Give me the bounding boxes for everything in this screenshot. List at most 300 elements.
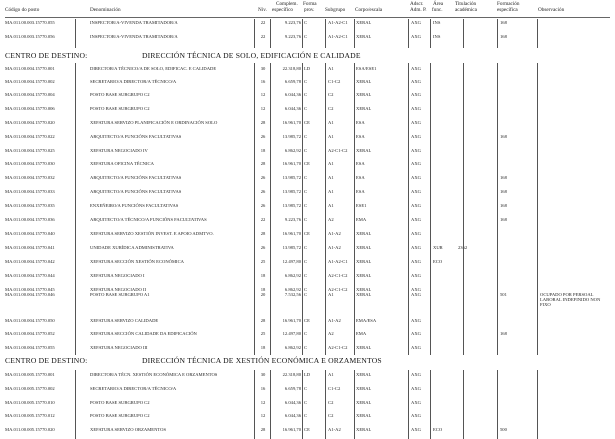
column-rule (354, 63, 355, 355)
column-rule (354, 370, 355, 439)
column-rule (497, 63, 498, 355)
cell-code: MA.011.00.004.15770.055 (5, 345, 55, 350)
cell-code: MA.011.00.004.15770.040 (5, 231, 55, 236)
cell-niv: 18 (260, 287, 266, 292)
cell-complemento: 13.985,72 (282, 245, 301, 250)
cell-niv: 25 (260, 259, 266, 264)
cell-subgrupo: A2 (328, 331, 334, 336)
cell-denominacion: POSTO BASE SUBGRUPO C2 (90, 106, 150, 111)
cell-niv: 26 (260, 189, 266, 194)
cell-corpo: XERAL (356, 372, 372, 377)
table-row (0, 273, 615, 285)
cell-code: MA.011.00.005.15770.001 (5, 372, 55, 377)
header-divider (5, 17, 610, 18)
cell-adscripcion: AXG (411, 79, 421, 84)
cell-subgrupo: C2 (328, 106, 334, 111)
cell-code: MA.011.00.004.15770.025 (5, 148, 55, 153)
cell-adscripcion: AXG (411, 148, 421, 153)
cell-niv: 26 (260, 175, 266, 180)
cell-code: MA.011.00.004.15770.022 (5, 134, 55, 139)
cell-adscripcion: AXG (411, 231, 421, 236)
cell-subgrupo: A2 (328, 217, 334, 222)
cell-forma: CE (304, 231, 310, 236)
cell-complemento: 6.862,92 (284, 273, 301, 278)
cell-denominacion: XEFATURA SERVIZO CALIDADE (90, 318, 159, 323)
cell-adscripcion: AXG (411, 134, 421, 139)
section-label: CENTRO DE DESTINO: (5, 51, 88, 60)
cell-adscripcion: AXG (411, 400, 421, 405)
cell-corpo: XERAL (356, 148, 372, 153)
cell-niv: 28 (260, 231, 266, 236)
cell-subgrupo: A1-A2-C1 (328, 259, 348, 264)
cell-complemento: 7.532,56 (284, 292, 301, 297)
column-rule (537, 19, 538, 48)
cell-code: MA.011.00.004.15770.035 (5, 203, 55, 208)
table-row (0, 413, 615, 425)
column-rule (270, 63, 271, 355)
cell-forma: C (304, 259, 308, 264)
cell-corpo: XERAL (356, 345, 372, 350)
cell-code: MA.011.00.003.15770.056 (5, 34, 55, 39)
table-row (0, 259, 615, 271)
cell-subgrupo: C1-C2 (328, 79, 341, 84)
cell-denominacion: XEFATURA SECCIÓN CALIDADE DA EDIFICACIÓN (90, 331, 197, 336)
cell-adscripcion: AXG (411, 273, 421, 278)
cell-subgrupo: A1 (328, 66, 334, 71)
cell-adscripcion: AXG (411, 175, 421, 180)
section-heading (5, 356, 610, 368)
cell-code: MA.011.00.004.15770.044 (5, 273, 55, 278)
cell-forma: C (304, 20, 308, 25)
cell-forma: LD (304, 66, 311, 71)
cell-denominacion: POSTO BASE SUBGRUPO A1 (90, 292, 150, 297)
cell-corpo: XERAL (356, 79, 372, 84)
cell-corpo: ESA (356, 161, 365, 166)
table-row (0, 148, 615, 160)
cell-subgrupo: A1 (328, 175, 334, 180)
cell-niv: 22 (260, 217, 266, 222)
cell-corpo: EMA (356, 331, 367, 336)
cell-formacion: 501 (500, 292, 507, 297)
table-row (0, 427, 615, 439)
header-subgrupo: Subgrupo (325, 7, 346, 13)
cell-corpo: XERAL (356, 427, 372, 432)
cell-niv: 30 (260, 372, 266, 377)
cell-complemento: 6.659,78 (284, 79, 301, 84)
header-observacion: Observación (538, 7, 565, 13)
cell-denominacion: ARQUITECTO/A FUNCIÓNS FACULTATIVAS (90, 134, 182, 139)
cell-corpo: XERAL (356, 386, 372, 391)
cell-subgrupo: A1 (328, 161, 334, 166)
cell-corpo: XERAL (356, 413, 372, 418)
cell-subgrupo: A2-C1-C2 (328, 287, 348, 292)
cell-subgrupo: A1-A2-C1 (328, 34, 348, 39)
cell-denominacion: XEFATURA SERVIZO PLANIFICACIÓN E ORDINACIÓN SOLO (90, 120, 218, 125)
column-rule (325, 19, 326, 48)
table-row (0, 217, 615, 229)
cell-adscripcion: AXG (411, 372, 421, 377)
table-row (0, 120, 615, 132)
cell-area: ECO (433, 427, 443, 432)
cell-subgrupo: A1-A2 (328, 427, 341, 432)
cell-code: MA.011.00.005.15770.002 (5, 386, 55, 391)
cell-complemento: 12.497,80 (282, 331, 301, 336)
cell-adscripcion: AXG (411, 34, 421, 39)
table-row (0, 203, 615, 215)
header-formacion-2: específica (497, 7, 518, 13)
cell-denominacion: ENXEÑEIRO/A FUNCIÓNS FACULTATIVAS (90, 203, 179, 208)
cell-complemento: 12.497,80 (282, 259, 301, 264)
column-rule (75, 63, 76, 355)
cell-adscripcion: AXG (411, 345, 421, 350)
cell-subgrupo: A1-A2-C1 (328, 20, 348, 25)
cell-denominacion: ARQUITECTO/A FUNCIÓNS FACULTATIVAS (90, 189, 182, 194)
cell-forma: C (304, 175, 308, 180)
cell-subgrupo: A1-A2 (328, 231, 341, 236)
cell-adscripcion: AXG (411, 217, 421, 222)
cell-adscripcion: AXG (411, 92, 421, 97)
column-rule (430, 370, 431, 439)
cell-complemento: 6.044,36 (284, 92, 301, 97)
cell-niv: 12 (260, 92, 266, 97)
cell-formacion: 168 (500, 217, 507, 222)
cell-area: INS (433, 34, 441, 39)
cell-formacion: 168 (500, 175, 507, 180)
cell-forma: LD (304, 372, 311, 377)
cell-adscripcion: AXG (411, 287, 421, 292)
column-rule (325, 63, 326, 355)
cell-niv: 28 (260, 120, 266, 125)
cell-adscripcion: AXG (411, 413, 421, 418)
cell-code: MA.011.00.004.15770.020 (5, 120, 55, 125)
cell-niv: 12 (260, 413, 266, 418)
cell-niv: 28 (260, 427, 266, 432)
cell-subgrupo: A2-C1-C2 (328, 345, 348, 350)
column-rule (325, 370, 326, 439)
cell-niv: 22 (260, 20, 266, 25)
section-name: DIRECCIÓN TÉCNICA DE SOLO, EDIFICACIÓN E CALIDADE (142, 51, 361, 60)
cell-denominacion: ARQUITECTO/A FUNCIÓNS FACULTATIVAS (90, 175, 182, 180)
cell-forma: C (304, 331, 308, 336)
cell-complemento: 22.318,80 (282, 372, 301, 377)
cell-subgrupo: A1 (328, 189, 334, 194)
cell-area: INS (433, 20, 441, 25)
cell-corpo: XERAL (356, 292, 372, 297)
cell-corpo: XERAL (356, 245, 372, 250)
header-niv: Niv. (258, 7, 267, 13)
cell-adscripcion: AXG (411, 161, 421, 166)
cell-niv: 18 (260, 273, 266, 278)
cell-forma: C (304, 134, 308, 139)
table-row (0, 66, 615, 78)
column-rule (463, 63, 464, 355)
cell-observacion: OCUPADO POR PERSOAL LABORAL INDEFINIDO NON FIXO (540, 292, 601, 307)
column-rule (302, 370, 303, 439)
header-formacion-1: Formación (497, 1, 520, 7)
cell-niv: 16 (260, 79, 266, 84)
header-complem-2: específico (272, 7, 294, 13)
table-row (0, 20, 615, 32)
column-rule (497, 19, 498, 48)
cell-forma: C (304, 92, 308, 97)
cell-corpo: EMA (356, 217, 367, 222)
cell-subgrupo: A1-A2 (328, 318, 341, 323)
cell-code: MA.011.00.004.15770.006 (5, 106, 55, 111)
cell-complemento: 6.862,92 (284, 148, 301, 153)
cell-subgrupo: A1 (328, 203, 334, 208)
cell-formacion: 168 (500, 34, 507, 39)
table-row (0, 92, 615, 104)
cell-code: MA.011.00.004.15770.046 (5, 292, 55, 297)
cell-complemento: 6.659,78 (284, 386, 301, 391)
cell-denominacion: POSTO BASE SUBGRUPO C2 (90, 400, 150, 405)
cell-denominacion: DIRECTOR/A TÉCNICO/A DE SOLO, EDIFICAC. E CALIDADE (90, 66, 217, 71)
cell-formacion: 168 (500, 134, 507, 139)
cell-adscripcion: AXG (411, 203, 421, 208)
cell-complemento: 16.961,70 (282, 161, 301, 166)
cell-area: ECO (433, 259, 443, 264)
cell-code: MA.011.00.004.15770.033 (5, 189, 55, 194)
cell-subgrupo: C2 (328, 413, 334, 418)
table-row (0, 134, 615, 146)
cell-corpo: ESE1 (356, 203, 367, 208)
table-row (0, 161, 615, 173)
cell-complemento: 9.223,76 (284, 34, 301, 39)
column-rule (430, 63, 431, 355)
cell-code: MA.011.00.004.15770.032 (5, 175, 55, 180)
cell-adscripcion: AXG (411, 189, 421, 194)
cell-subgrupo: A2-C1-C2 (328, 273, 348, 278)
header-titulacion-1: Titulación (455, 1, 477, 7)
cell-corpo: XERAL (356, 287, 372, 292)
column-rule (254, 19, 255, 48)
cell-subgrupo: A1 (328, 292, 334, 297)
cell-subgrupo: A1 (328, 134, 334, 139)
table-row (0, 372, 615, 384)
cell-niv: 28 (260, 318, 266, 323)
table-row (0, 400, 615, 412)
cell-denominacion: XEFATURA OFICINA TÉCNICA (90, 161, 154, 166)
cell-niv: 20 (260, 292, 266, 297)
cell-code: MA.011.00.004.15770.004 (5, 92, 55, 97)
cell-complemento: 6.862,92 (284, 287, 301, 292)
cell-complemento: 13.985,72 (282, 134, 301, 139)
cell-denominacion: INSPECTOR/A-VIVENDA TRAMITADOR/A (90, 34, 178, 39)
cell-formacion: 500 (500, 427, 507, 432)
header-area-2: func. (432, 7, 443, 13)
column-rule (254, 63, 255, 355)
cell-subgrupo: C1-C2 (328, 386, 341, 391)
column-rule (75, 19, 76, 48)
cell-corpo: XERAL (356, 34, 372, 39)
cell-denominacion: ARQUITECTO/A TÉCNICO/A FUNCIÓNS FACULTATIVAS (90, 217, 207, 222)
cell-subgrupo: A1 (328, 372, 334, 377)
cell-titulacion: 2362 (458, 245, 468, 250)
header-adscr-2: Adm. P. (410, 7, 427, 13)
cell-code: MA.011.00.004.15770.052 (5, 331, 55, 336)
cell-niv: 28 (260, 161, 266, 166)
cell-forma: C (304, 245, 308, 250)
column-rule (497, 370, 498, 439)
cell-formacion: 168 (500, 189, 507, 194)
cell-forma: C (304, 217, 308, 222)
cell-corpo: EMA/ESA (356, 318, 377, 323)
cell-forma: CE (304, 318, 310, 323)
cell-complemento: 6.044,36 (284, 400, 301, 405)
cell-forma: C (304, 34, 308, 39)
cell-complemento: 6.044,36 (284, 413, 301, 418)
cell-adscripcion: AXG (411, 427, 421, 432)
cell-subgrupo: C2 (328, 92, 334, 97)
cell-adscripcion: AXG (411, 292, 421, 297)
cell-corpo: ESA (356, 134, 365, 139)
cell-forma: C (304, 106, 308, 111)
table-row (0, 318, 615, 330)
cell-denominacion: UNIDADE XURÍDICA ADMINISTRATIVA (90, 245, 174, 250)
table-row (0, 245, 615, 257)
cell-niv: 26 (260, 134, 266, 139)
cell-forma: C (304, 273, 308, 278)
table-row (0, 175, 615, 187)
column-rule (254, 370, 255, 439)
cell-adscripcion: AXG (411, 386, 421, 391)
cell-niv: 16 (260, 386, 266, 391)
header-complem-1: Complem. (276, 1, 298, 7)
cell-corpo: ESA (356, 189, 365, 194)
cell-forma: C (304, 189, 308, 194)
table-row (0, 79, 615, 91)
cell-complemento: 16.961,70 (282, 120, 301, 125)
cell-subgrupo: A1 (328, 120, 334, 125)
cell-adscripcion: AXG (411, 318, 421, 323)
cell-denominacion: POSTO BASE SUBGRUPO C2 (90, 413, 150, 418)
cell-complemento: 6.044,36 (284, 106, 301, 111)
cell-corpo: XERAL (356, 106, 372, 111)
cell-forma: C (304, 413, 308, 418)
cell-forma: C (304, 345, 308, 350)
cell-denominacion: POSTO BASE SUBGRUPO C2 (90, 92, 150, 97)
cell-forma: CE (304, 120, 310, 125)
cell-corpo: ESA (356, 120, 365, 125)
column-rule (463, 19, 464, 48)
cell-code: MA.011.00.004.15770.002 (5, 79, 55, 84)
cell-formacion: 168 (500, 331, 507, 336)
cell-denominacion: SECRETARIO/A DIRECTOR/A TÉCNICO/A (90, 386, 177, 391)
cell-code: MA.011.00.003.15770.055 (5, 20, 55, 25)
cell-denominacion: INSPECTOR/A-VIVENDA TRAMITADOR/A (90, 20, 178, 25)
cell-denominacion: XEFATURA NEGOCIADO II (90, 287, 147, 292)
header-codigo: Código do posto (5, 7, 40, 13)
cell-corpo: XERAL (356, 92, 372, 97)
header-forma-2: prov. (304, 7, 315, 13)
cell-code: MA.011.00.005.15770.010 (5, 400, 55, 405)
cell-niv: 26 (260, 203, 266, 208)
cell-denominacion: XEFATURA SERVIZO XESTIÓN INVEST. E APOIO ADMTVO. (90, 231, 214, 236)
cell-forma: C (304, 203, 308, 208)
cell-corpo: XERAL (356, 259, 372, 264)
cell-corpo: XERAL (356, 400, 372, 405)
table-row (0, 106, 615, 118)
cell-denominacion: XEFATURA NEGOCIADO IV (90, 148, 148, 153)
cell-niv: 30 (260, 66, 266, 71)
cell-forma: C (304, 386, 308, 391)
cell-denominacion: XEFATURA NEGOCIADO III (90, 345, 148, 350)
cell-forma: C (304, 292, 308, 297)
cell-adscripcion: AXG (411, 245, 421, 250)
cell-code: MA.011.00.004.15770.041 (5, 245, 55, 250)
column-rule (75, 370, 76, 439)
cell-subgrupo: C2 (328, 400, 334, 405)
cell-complemento: 9.223,76 (284, 20, 301, 25)
cell-niv: 22 (260, 34, 266, 39)
cell-corpo: ESA/ESE1 (356, 66, 377, 71)
table-row (0, 386, 615, 398)
cell-code: MA.011.00.005.15770.020 (5, 427, 55, 432)
header-adscr-1: Adscr. (410, 1, 424, 7)
cell-niv: 12 (260, 106, 266, 111)
table-row (0, 292, 615, 307)
cell-denominacion: XEFATURA SERVIZO ORZAMENTOS (90, 427, 167, 432)
cell-niv: 18 (260, 148, 266, 153)
column-rule (408, 370, 409, 439)
table-row (0, 189, 615, 201)
column-rule (408, 63, 409, 355)
header-area-1: Área (433, 1, 444, 7)
cell-forma: C (304, 148, 308, 153)
cell-complemento: 16.961,70 (282, 318, 301, 323)
column-rule (408, 19, 409, 48)
cell-subgrupo: A1-A2 (328, 245, 341, 250)
cell-forma: C (304, 400, 308, 405)
cell-formacion: 168 (500, 20, 507, 25)
column-rule (302, 63, 303, 355)
cell-corpo: XERAL (356, 273, 372, 278)
cell-corpo: ESA (356, 175, 365, 180)
column-rule (430, 19, 431, 48)
cell-code: MA.011.00.004.15770.050 (5, 318, 55, 323)
cell-complemento: 6.862,92 (284, 345, 301, 350)
header-denominacion: Denominación (90, 7, 121, 13)
cell-formacion: 168 (500, 203, 507, 208)
cell-niv: 25 (260, 331, 266, 336)
cell-code: MA.011.00.004.15770.045 (5, 287, 55, 292)
cell-code: MA.011.00.004.15770.030 (5, 161, 55, 166)
cell-adscripcion: AXG (411, 20, 421, 25)
cell-complemento: 22.318,80 (282, 66, 301, 71)
column-rule (537, 63, 538, 355)
cell-denominacion: XEFATURA SECCIÓN XESTIÓN ECONÓMICA (90, 259, 184, 264)
cell-adscripcion: AXG (411, 259, 421, 264)
cell-niv: 26 (260, 245, 266, 250)
cell-adscripcion: AXG (411, 331, 421, 336)
cell-adscripcion: AXG (411, 66, 421, 71)
cell-forma: CE (304, 427, 310, 432)
cell-complemento: 16.961,70 (282, 427, 301, 432)
cell-adscripcion: AXG (411, 106, 421, 111)
cell-forma: CE (304, 161, 310, 166)
section-name: DIRECCIÓN TÉCNICA DE XESTIÓN ECONÓMICA E ORZAMENTOS (142, 356, 382, 365)
cell-complemento: 16.961,70 (282, 231, 301, 236)
cell-complemento: 13.985,72 (282, 189, 301, 194)
column-rule (302, 19, 303, 48)
cell-code: MA.011.00.004.15770.042 (5, 259, 55, 264)
cell-denominacion: DIRECTOR/A TÉCN. XESTIÓN ECONÓMICA E ORZAMENTOS (90, 372, 218, 377)
cell-denominacion: SECRETARIO/A DIRECTOR/A TÉCNICO/A (90, 79, 177, 84)
column-rule (537, 370, 538, 439)
cell-forma: C (304, 287, 308, 292)
table-row (0, 34, 615, 46)
cell-code: MA.011.00.004.15770.001 (5, 66, 55, 71)
